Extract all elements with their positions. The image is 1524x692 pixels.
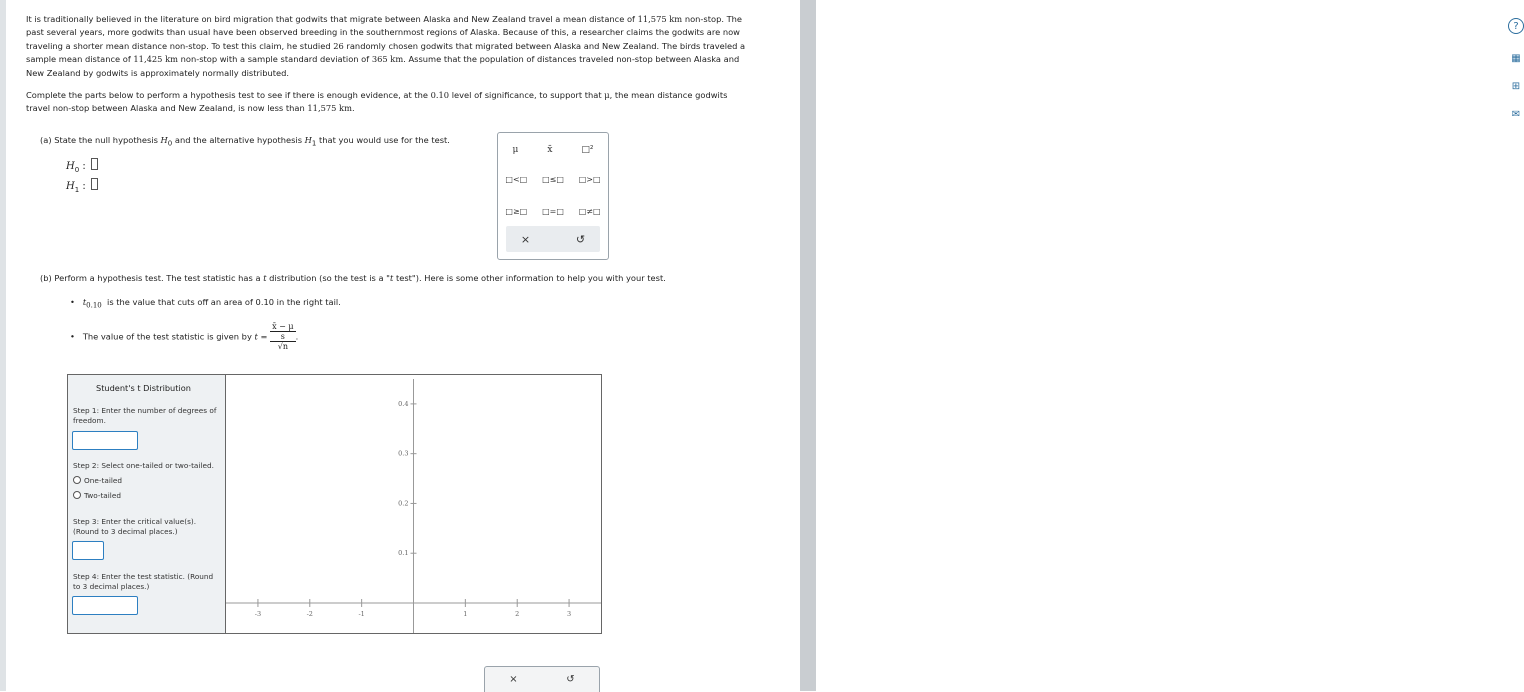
tool-sidebar (68, 375, 226, 633)
y-tick-label: 0.3 (398, 449, 409, 458)
step3-label: Step 3: Enter the critical value(s). (Round to 3 decimal places.) (73, 517, 197, 536)
table-icon[interactable]: ⊞ (1511, 80, 1521, 92)
bullet-test-statistic: • The value of the test statistic is given by t = x̄ − μ s √n . (70, 322, 299, 351)
step1-label: Step 1: Enter the number of degrees of freedom. (73, 406, 217, 425)
two-tailed-radio[interactable]: Two-tailed (73, 491, 121, 500)
x-tick-label: 2 (515, 610, 520, 618)
help-icon[interactable]: ? (1508, 18, 1524, 34)
tool-clear-button[interactable]: × (509, 674, 518, 685)
y-tick-label: 0.2 (398, 499, 409, 508)
part-a-label: (a) State the null hypothesis $H_0$ and the alternative hypothesis $H_1$ that you would use for the test. (40, 135, 450, 148)
critical-value-input[interactable] (72, 541, 104, 560)
test-statistic-formula: x̄ − μ s √n (272, 322, 294, 351)
x-tick-label: 3 (567, 610, 572, 618)
palette-not-equal-button[interactable]: □≠□ (578, 207, 601, 216)
degrees-of-freedom-input[interactable] (72, 431, 138, 450)
left-border (0, 0, 6, 691)
x-tick-label: 1 (463, 610, 468, 618)
alt-hypothesis-row: $H_1$ : (66, 178, 98, 194)
palette-mu-button[interactable]: μ (512, 145, 519, 155)
mail-icon[interactable]: ✉ (1511, 108, 1521, 120)
math-palette (497, 132, 609, 260)
test-statistic-input[interactable] (72, 596, 138, 615)
y-tick-label: 0.1 (398, 549, 409, 558)
one-tailed-radio[interactable]: One-tailed (73, 476, 122, 485)
y-tick-label: 0.4 (398, 399, 409, 408)
null-hypothesis-input[interactable] (91, 158, 98, 170)
tool-title: Student's t Distribution (96, 383, 191, 393)
palette-greater-than-button[interactable]: □>□ (578, 175, 601, 184)
t-distribution-tool (67, 374, 602, 634)
step4-label: Step 4: Enter the test statistic. (Round to 3 decimal places.) (73, 572, 214, 591)
null-hypothesis-row: $H_0$ : (66, 158, 98, 174)
x-tick-label: -1 (358, 610, 365, 618)
problem-instructions: Complete the parts below to perform a hypothesis test to see if there is enough evidence, at the 0.10 level of significance, to support that μ, the mean distance godwits travel non-stop between Alaska and New Zealand, is now less than 11,575 km. (26, 90, 728, 114)
calculator-icon[interactable]: ▦ (1511, 52, 1521, 64)
one-tailed-radio-circle[interactable] (73, 476, 81, 484)
x-tick-label: -2 (306, 610, 313, 618)
palette-clear-button[interactable]: × (520, 233, 531, 246)
right-toolbar (748, 0, 1521, 691)
main-content (0, 0, 748, 691)
two-tailed-radio-circle[interactable] (73, 491, 81, 499)
palette-superscript-button[interactable]: □² (581, 145, 594, 155)
alt-hypothesis-input[interactable] (91, 178, 98, 190)
palette-equal-button[interactable]: □=□ (542, 207, 564, 216)
palette-undo-button[interactable]: ↺ (575, 233, 586, 246)
problem-intro: It is traditionally believed in the literature on bird migration that godwits that migrate between Alaska and New Zealand travel a mean distance of 11,575 km non-stop. The past several years, more godwits than usual have been observed breeding in the southernmost regions of Alaska. Because of this, a researcher claims the godwits are now traveling a shorter mean distance non-stop. To test this claim, he studied 26 randomly chosen godwits that migrated between Alaska and New Zealand. The birds traveled a sample mean distance of 11,425 km non-stop with a sample standard deviation of 365 km. Assume that the population of distances traveled non-stop between Alaska and New Zealand by godwits is approximately normally distributed. (26, 14, 746, 78)
part-b-label: (b) Perform a hypothesis test. The test statistic has a t distribution (so the test is a "t test"). Here is some other information to help you with your test. (40, 273, 666, 283)
bullet-critical-value: • $t_{0.10}$ is the value that cuts off an area of 0.10 in the right tail. (70, 297, 341, 310)
tool-action-bar (484, 666, 600, 692)
palette-less-equal-button[interactable]: □≤□ (542, 175, 564, 184)
palette-xbar-button[interactable]: x̄ (547, 145, 553, 155)
page-scrollbar[interactable] (800, 0, 816, 691)
palette-greater-equal-button[interactable]: □≥□ (505, 207, 528, 216)
palette-less-than-button[interactable]: □<□ (505, 175, 528, 184)
t-distribution-plot[interactable] (226, 375, 601, 633)
x-tick-label: -3 (254, 610, 262, 618)
tool-undo-button[interactable]: ↺ (566, 674, 575, 685)
step2-label: Step 2: Select one-tailed or two-tailed. (73, 461, 214, 470)
